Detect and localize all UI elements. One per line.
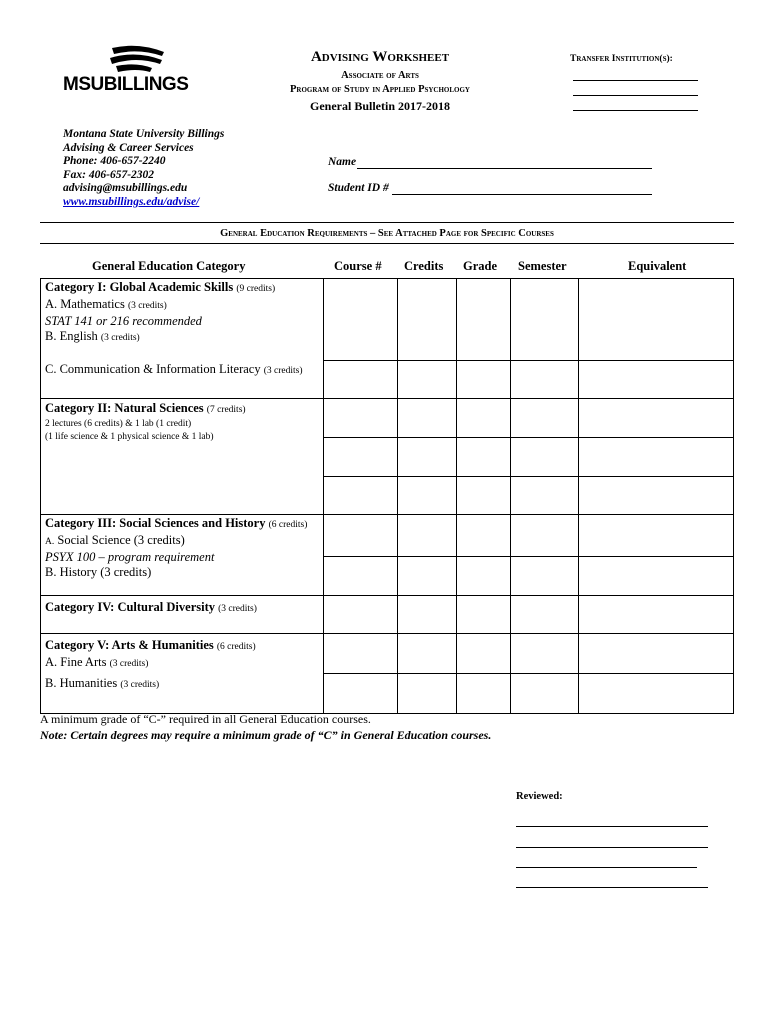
cat4-title: Category IV: Cultural Diversity — [45, 600, 216, 614]
cat5-a: A. Fine Arts — [45, 655, 107, 669]
cat3-a: Social Science (3 credits) — [57, 533, 185, 547]
student-id-label: Student ID # — [328, 182, 389, 194]
swoosh-icon — [108, 44, 168, 76]
office-name: Advising & Career Services — [63, 141, 194, 154]
contact-block — [63, 128, 224, 209]
cat1-b-credits: (3 credits) — [100, 333, 140, 343]
name-field[interactable] — [357, 168, 652, 169]
col-credits: Credits — [404, 259, 444, 273]
transfer-institution-label: Transfer Institution(s): — [570, 54, 673, 64]
cat1-a-note: STAT 141 or 216 recommended — [45, 314, 202, 328]
email: advising@msubillings.edu — [63, 182, 188, 194]
row-divider-cat3-b — [323, 556, 734, 557]
category-1 — [45, 280, 275, 346]
row-divider-cat3 — [40, 514, 734, 515]
reviewed-label: Reviewed: — [516, 791, 563, 802]
cat3-b: B. History (3 credits) — [45, 565, 152, 579]
cat1-a-credits: (3 credits) — [127, 301, 167, 311]
cat1-b: B. English — [45, 329, 98, 343]
cat1-a: A. Mathematics — [45, 297, 125, 311]
row-divider-cat1-c — [323, 360, 734, 361]
worksheet-title: Advising Worksheet — [310, 49, 450, 65]
bulletin-year: General Bulletin 2017-2018 — [310, 99, 450, 113]
col-course: Course # — [334, 259, 382, 273]
section-rule-bottom — [40, 243, 734, 244]
cat4-credits: (3 credits) — [218, 604, 257, 614]
category-3 — [45, 516, 307, 580]
cat5-b-credits: (3 credits) — [120, 680, 160, 690]
reviewed-line-1[interactable] — [516, 826, 708, 827]
col-grade: Grade — [463, 259, 498, 273]
cat5-b: B. Humanities — [45, 676, 118, 690]
website-link[interactable]: www.msubillings.edu/advise/ — [63, 195, 200, 208]
category-5-b — [45, 676, 159, 693]
col-divider-grade — [456, 278, 457, 714]
reviewed-line-3[interactable] — [516, 867, 697, 868]
section-title: General Education Requirements – See Attached Page for Specific Courses — [220, 228, 554, 239]
min-grade-note: A minimum grade of “C-” required in all General Education courses. — [40, 712, 371, 726]
category-5 — [45, 638, 256, 672]
row-divider-cat2 — [40, 398, 734, 399]
row-divider-cat5-b — [323, 673, 734, 674]
transfer-line-3[interactable] — [573, 110, 698, 111]
col-divider-semester — [510, 278, 511, 714]
col-divider-course — [323, 278, 324, 714]
row-divider-cat5 — [40, 633, 734, 634]
cat3-a-prefix: A. — [45, 537, 55, 547]
degree-subtitle: Associate of Arts — [341, 70, 419, 81]
cat3-a-note: PSYX 100 – program requirement — [45, 550, 215, 564]
cat5-credits: (6 credits) — [216, 642, 256, 652]
university-name: Montana State University Billings — [63, 128, 225, 140]
cat2-line2: (1 life science & 1 physical science & 1 lab) — [45, 432, 214, 442]
cat3-credits: (6 credits) — [268, 520, 308, 530]
transfer-line-2[interactable] — [573, 95, 698, 96]
cat1-c: C. Communication & Information Literacy — [45, 362, 261, 376]
fax: Fax: 406-657-2302 — [63, 168, 155, 181]
col-divider-equivalent — [578, 278, 579, 714]
name-label: Name — [328, 156, 357, 168]
degree-grade-note: Note: Certain degrees may require a minimum grade of “C” in General Education courses. — [40, 728, 492, 742]
cat1-c-credits: (3 credits) — [263, 366, 303, 376]
cat3-title: Category III: Social Sciences and History — [45, 516, 266, 530]
program-subtitle: Program of Study in Applied Psychology — [290, 84, 470, 95]
col-equivalent: Equivalent — [628, 259, 687, 273]
category-4 — [45, 600, 257, 617]
msu-billings-logo — [63, 44, 213, 94]
col-semester: Semester — [518, 259, 567, 273]
row-divider-cat2-b — [323, 437, 734, 438]
cat1-credits: (9 credits) — [236, 284, 276, 294]
row-divider-cat4 — [40, 595, 734, 596]
col-divider-credits — [397, 278, 398, 714]
cat2-title: Category II: Natural Sciences — [45, 401, 204, 415]
transfer-line-1[interactable] — [573, 80, 698, 81]
category-2 — [45, 401, 246, 444]
category-1-c — [45, 362, 302, 379]
col-category: General Education Category — [92, 259, 246, 273]
cat2-line1: 2 lectures (6 credits) & 1 lab (1 credit) — [45, 419, 192, 429]
cat5-title: Category V: Arts & Humanities — [45, 638, 214, 652]
section-rule-top — [40, 222, 734, 223]
cat5-a-credits: (3 credits) — [109, 659, 149, 669]
reviewed-line-4[interactable] — [516, 887, 708, 888]
row-divider-cat2-c — [323, 476, 734, 477]
student-id-field[interactable] — [392, 194, 652, 195]
cat2-credits: (7 credits) — [206, 405, 246, 415]
cat1-title: Category I: Global Academic Skills — [45, 280, 234, 294]
phone: Phone: 406-657-2240 — [63, 155, 166, 167]
reviewed-line-2[interactable] — [516, 847, 708, 848]
logo-text: MSUBILLINGS — [63, 74, 189, 95]
